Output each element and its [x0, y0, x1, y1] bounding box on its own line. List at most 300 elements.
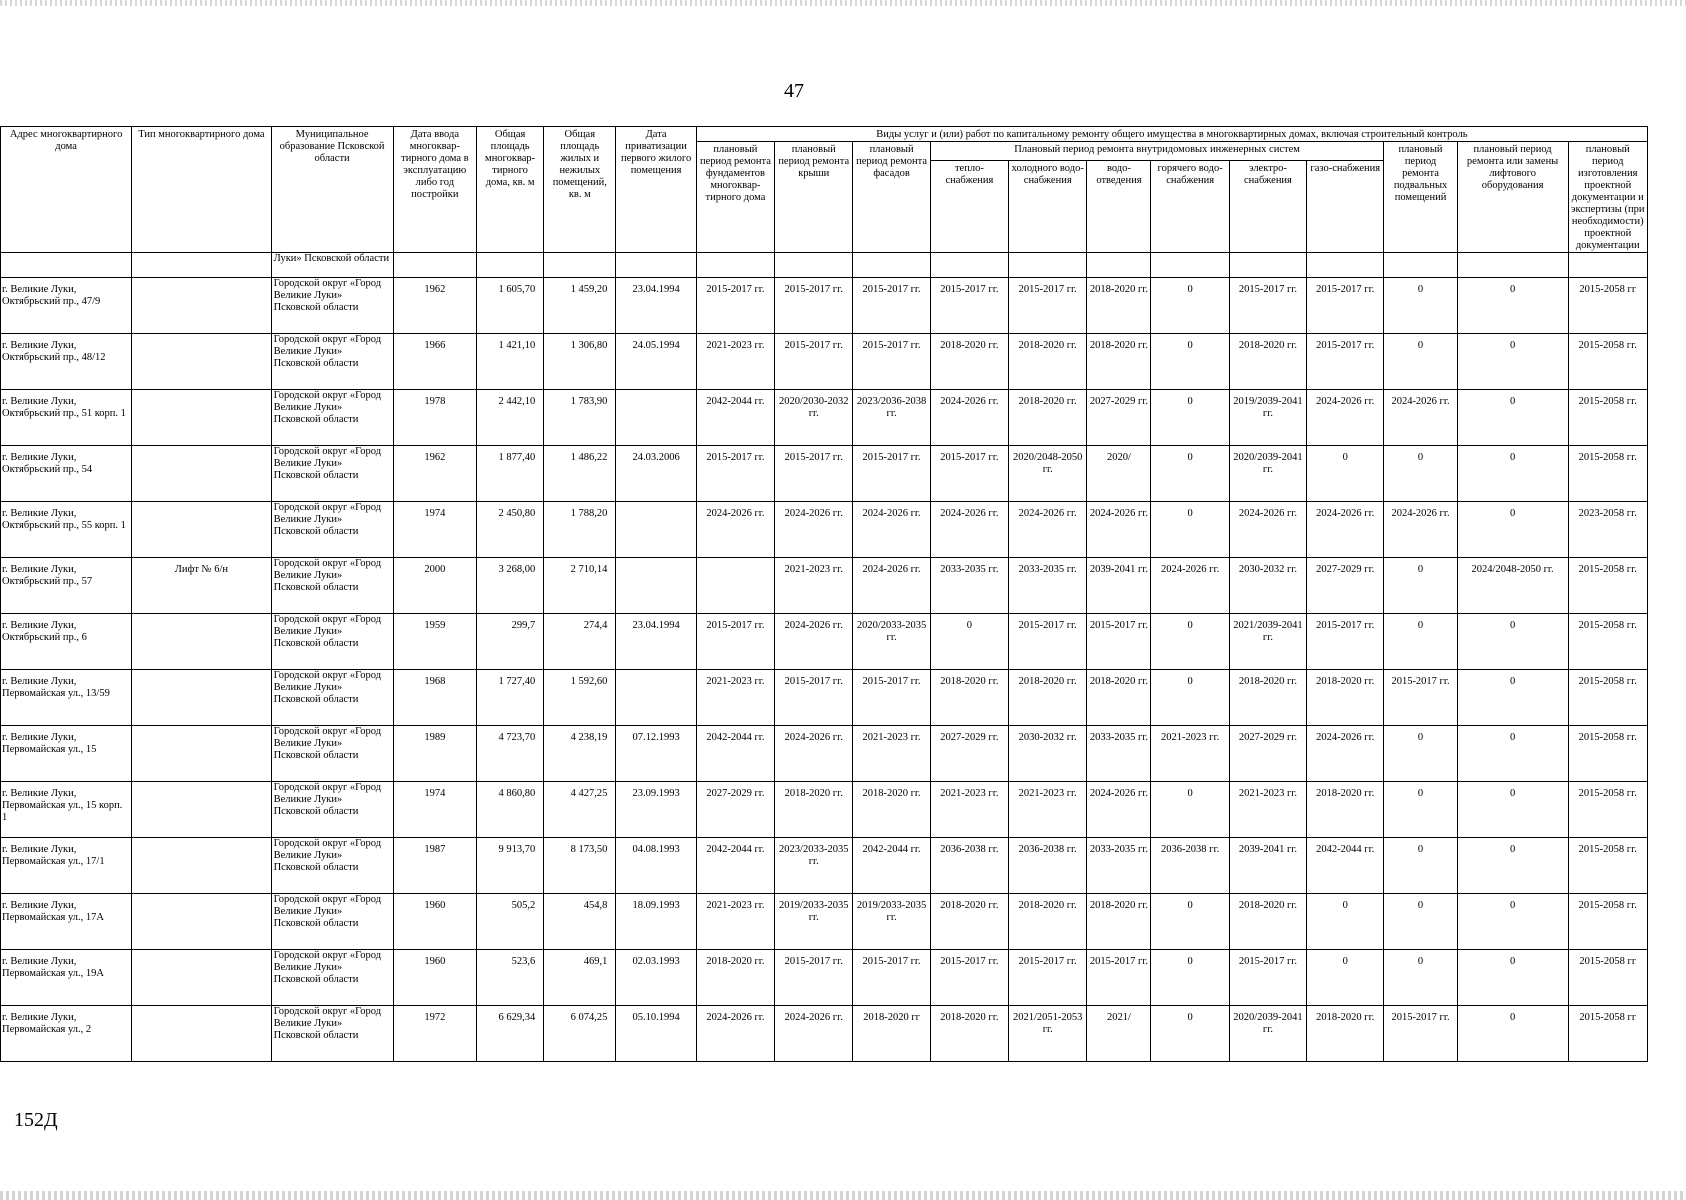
table-row	[1, 446, 1648, 502]
cell-empty	[1457, 253, 1568, 278]
cell-design: 2015-2058 гг.	[1568, 838, 1647, 894]
cell-empty	[1568, 253, 1647, 278]
table-row	[1, 782, 1648, 838]
cell-living-area: 8 173,50	[544, 838, 616, 894]
cell-municipality: Городской округ «Город Великие Луки» Псковской области	[271, 390, 393, 446]
cell-elevator: 0	[1457, 782, 1568, 838]
cell-basement: 2024-2026 гг.	[1384, 502, 1457, 558]
cell-privatization-date	[616, 558, 696, 614]
cell-address: г. Великие Луки, Октябрьский пр., 47/9	[1, 278, 132, 334]
cell-privatization-date: 23.04.1994	[616, 278, 696, 334]
cell-living-area: 1 459,20	[544, 278, 616, 334]
cell-year: 1962	[393, 278, 476, 334]
cell-type	[132, 278, 271, 334]
header-heat: тепло-снабжения	[930, 161, 1008, 253]
header-address: Адрес многоквартирного дома	[1, 127, 132, 253]
cell-living-area: 6 074,25	[544, 1006, 616, 1062]
cell-cold-water: 2015-2017 гг.	[1009, 614, 1087, 670]
table-row	[1, 278, 1648, 334]
cell-year: 1968	[393, 670, 476, 726]
cell-drainage: 2033-2035 гг.	[1087, 726, 1151, 782]
header-municipality: Муниципальное образование Псковской области	[271, 127, 393, 253]
cell-design: 2015-2058 гг.	[1568, 558, 1647, 614]
cell-electric: 2021-2023 гг.	[1229, 782, 1306, 838]
cell-basement: 0	[1384, 334, 1457, 390]
cell-drainage: 2033-2035 гг.	[1087, 838, 1151, 894]
header-roof: плановый период ремонта крыши	[775, 142, 853, 253]
cell-roof: 2020/2030-2032 гг.	[775, 390, 853, 446]
cell-hot-water: 0	[1151, 1006, 1229, 1062]
cell-roof: 2024-2026 гг.	[775, 502, 853, 558]
cell-municipality: Городской округ «Город Великие Луки» Псковской области	[271, 334, 393, 390]
cell-living-area: 469,1	[544, 950, 616, 1006]
cell-gas: 2015-2017 гг.	[1307, 334, 1384, 390]
cell-empty	[1229, 253, 1306, 278]
cell-basement: 0	[1384, 614, 1457, 670]
cell-facade: 2024-2026 гг.	[853, 558, 930, 614]
cell-address: г. Великие Луки, Первомайская ул., 13/59	[1, 670, 132, 726]
header-hot-water: горячего водо-снабжения	[1151, 161, 1229, 253]
cell-electric: 2018-2020 гг.	[1229, 894, 1306, 950]
table-row	[1, 334, 1648, 390]
cell-foundation: 2021-2023 гг.	[696, 894, 774, 950]
cell-year: 2000	[393, 558, 476, 614]
cell-hot-water: 0	[1151, 950, 1229, 1006]
cell-empty	[930, 253, 1008, 278]
cell-roof: 2015-2017 гг.	[775, 446, 853, 502]
cell-heat: 2021-2023 гг.	[930, 782, 1008, 838]
cell-privatization-date: 04.08.1993	[616, 838, 696, 894]
cell-drainage: 2015-2017 гг.	[1087, 950, 1151, 1006]
cell-facade: 2015-2017 гг.	[853, 278, 930, 334]
cell-drainage: 2027-2029 гг.	[1087, 390, 1151, 446]
cell-total-area: 4 860,80	[477, 782, 544, 838]
cell-type	[132, 446, 271, 502]
table-row	[1, 838, 1648, 894]
cell-type	[132, 950, 271, 1006]
cell-foundation: 2021-2023 гг.	[696, 334, 774, 390]
cell-hot-water: 0	[1151, 782, 1229, 838]
cell-facade: 2018-2020 гг.	[853, 782, 930, 838]
cell-privatization-date	[616, 502, 696, 558]
cell-hot-water: 0	[1151, 390, 1229, 446]
cell-total-area: 3 268,00	[477, 558, 544, 614]
cell-design: 2015-2058 гг.	[1568, 782, 1647, 838]
cell-municipality: Городской округ «Город Великие Луки» Псковской области	[271, 614, 393, 670]
cell-elevator: 0	[1457, 950, 1568, 1006]
cell-municipality: Городской округ «Город Великие Луки» Псковской области	[271, 278, 393, 334]
cell-total-area: 2 442,10	[477, 390, 544, 446]
cell-municipality: Городской округ «Город Великие Луки» Псковской области	[271, 558, 393, 614]
cell-privatization-date	[616, 390, 696, 446]
cell-facade: 2018-2020 гг	[853, 1006, 930, 1062]
cell-electric: 2019/2039-2041 гг.	[1229, 390, 1306, 446]
cell-drainage: 2015-2017 гг.	[1087, 614, 1151, 670]
cell-roof: 2024-2026 гг.	[775, 614, 853, 670]
cell-type	[132, 670, 271, 726]
cell-foundation: 2015-2017 гг.	[696, 614, 774, 670]
header-drainage: водо-отведения	[1087, 161, 1151, 253]
cell-municipality: Городской округ «Город Великие Луки» Псковской области	[271, 894, 393, 950]
cell-heat: 2018-2020 гг.	[930, 334, 1008, 390]
header-facade: плановый период ремонта фасадов	[853, 142, 930, 253]
cell-facade: 2024-2026 гг.	[853, 502, 930, 558]
cell-cold-water: 2015-2017 гг.	[1009, 278, 1087, 334]
header-commission-date: Дата ввода многоквар-тирного дома в эксплуатацию либо год постройки	[393, 127, 476, 253]
cell-gas: 2015-2017 гг.	[1307, 614, 1384, 670]
cell-cold-water: 2018-2020 гг.	[1009, 670, 1087, 726]
cell-type	[132, 782, 271, 838]
cell-basement: 0	[1384, 782, 1457, 838]
table-row	[1, 558, 1648, 614]
table-row	[1, 390, 1648, 446]
header-basement: плановый период ремонта подвальных помещений	[1384, 142, 1457, 253]
cell-heat: 0	[930, 614, 1008, 670]
cell-electric: 2024-2026 гг.	[1229, 502, 1306, 558]
cell-elevator: 0	[1457, 390, 1568, 446]
cell-foundation: 2015-2017 гг.	[696, 278, 774, 334]
cell-drainage: 2018-2020 гг.	[1087, 334, 1151, 390]
cell-privatization-date: 05.10.1994	[616, 1006, 696, 1062]
cell-foundation: 2021-2023 гг.	[696, 670, 774, 726]
cell-gas: 2024-2026 гг.	[1307, 726, 1384, 782]
cell-year: 1972	[393, 1006, 476, 1062]
cell-electric: 2020/2039-2041 гг.	[1229, 1006, 1306, 1062]
cell-total-area: 1 877,40	[477, 446, 544, 502]
cell-type	[132, 390, 271, 446]
cell-living-area: 4 427,25	[544, 782, 616, 838]
cell-design: 2015-2058 гг.	[1568, 894, 1647, 950]
cell-electric: 2018-2020 гг.	[1229, 334, 1306, 390]
cell-basement: 0	[1384, 278, 1457, 334]
cell-design: 2023-2058 гг.	[1568, 502, 1647, 558]
cell-total-area: 4 723,70	[477, 726, 544, 782]
header-living-area: Общая площадь жилых и нежилых помещений, кв. м	[544, 127, 616, 253]
cell-empty	[696, 253, 774, 278]
cell-roof: 2021-2023 гг.	[775, 558, 853, 614]
cell-basement: 2015-2017 гг.	[1384, 670, 1457, 726]
cell-hot-water: 2036-2038 гг.	[1151, 838, 1229, 894]
continuation-text: Луки» Псковской области	[271, 253, 393, 278]
cell-roof: 2015-2017 гг.	[775, 950, 853, 1006]
cell-foundation: 2024-2026 гг.	[696, 1006, 774, 1062]
cell-heat: 2015-2017 гг.	[930, 446, 1008, 502]
cell-address: г. Великие Луки, Первомайская ул., 17/1	[1, 838, 132, 894]
cell-design: 2015-2058 гг.	[1568, 670, 1647, 726]
cell-facade: 2015-2017 гг.	[853, 670, 930, 726]
cell-municipality: Городской округ «Город Великие Луки» Псковской области	[271, 1006, 393, 1062]
cell-municipality: Городской округ «Город Великие Луки» Псковской области	[271, 446, 393, 502]
cell-cold-water: 2018-2020 гг.	[1009, 390, 1087, 446]
cell-gas: 2027-2029 гг.	[1307, 558, 1384, 614]
cell-basement: 0	[1384, 726, 1457, 782]
cell-facade: 2015-2017 гг.	[853, 950, 930, 1006]
cell-design: 2015-2058 гг	[1568, 278, 1647, 334]
cell-gas: 2018-2020 гг.	[1307, 670, 1384, 726]
cell-design: 2015-2058 гг.	[1568, 614, 1647, 670]
cell-elevator: 0	[1457, 838, 1568, 894]
cell-drainage: 2024-2026 гг.	[1087, 782, 1151, 838]
cell-address: г. Великие Луки, Первомайская ул., 15	[1, 726, 132, 782]
header-electric: электро-снабжения	[1229, 161, 1306, 253]
cell-living-area: 1 486,22	[544, 446, 616, 502]
document-code: 152Д	[14, 1109, 58, 1131]
cell-heat: 2015-2017 гг.	[930, 278, 1008, 334]
cell-address: г. Великие Луки, Первомайская ул., 15 корп. 1	[1, 782, 132, 838]
cell-cold-water: 2018-2020 гг.	[1009, 894, 1087, 950]
cell-design: 2015-2058 гг.	[1568, 390, 1647, 446]
header-privatization-date: Дата приватизации первого жилого помещения	[616, 127, 696, 253]
cell-heat: 2015-2017 гг.	[930, 950, 1008, 1006]
cell-electric: 2039-2041 гг.	[1229, 838, 1306, 894]
cell-empty	[132, 253, 271, 278]
cell-heat: 2024-2026 гг.	[930, 390, 1008, 446]
cell-hot-water: 0	[1151, 502, 1229, 558]
cell-total-area: 2 450,80	[477, 502, 544, 558]
cell-drainage: 2018-2020 гг.	[1087, 894, 1151, 950]
cell-cold-water: 2020/2048-2050 гг.	[1009, 446, 1087, 502]
cell-hot-water: 0	[1151, 334, 1229, 390]
cell-roof: 2015-2017 гг.	[775, 334, 853, 390]
cell-living-area: 1 783,90	[544, 390, 616, 446]
cell-living-area: 1 306,80	[544, 334, 616, 390]
cell-foundation: 2015-2017 гг.	[696, 446, 774, 502]
cell-gas: 0	[1307, 950, 1384, 1006]
cell-cold-water: 2024-2026 гг.	[1009, 502, 1087, 558]
cell-empty	[544, 253, 616, 278]
cell-facade: 2019/2033-2035 гг.	[853, 894, 930, 950]
cell-cold-water: 2015-2017 гг.	[1009, 950, 1087, 1006]
cell-year: 1978	[393, 390, 476, 446]
cell-electric: 2020/2039-2041 гг.	[1229, 446, 1306, 502]
cell-facade: 2015-2017 гг.	[853, 334, 930, 390]
cell-drainage: 2021/	[1087, 1006, 1151, 1062]
cell-foundation: 2027-2029 гг.	[696, 782, 774, 838]
cell-gas: 2024-2026 гг.	[1307, 390, 1384, 446]
cell-total-area: 9 913,70	[477, 838, 544, 894]
header-cold-water: холодного водо-снабжения	[1009, 161, 1087, 253]
cell-drainage: 2039-2041 гг.	[1087, 558, 1151, 614]
cell-empty	[393, 253, 476, 278]
cell-living-area: 2 710,14	[544, 558, 616, 614]
cell-basement: 0	[1384, 838, 1457, 894]
cell-elevator: 0	[1457, 446, 1568, 502]
cell-privatization-date	[616, 670, 696, 726]
header-gas: газо-снабжения	[1307, 161, 1384, 253]
cell-foundation: 2024-2026 гг.	[696, 502, 774, 558]
cell-total-area: 299,7	[477, 614, 544, 670]
cell-heat: 2018-2020 гг.	[930, 1006, 1008, 1062]
cell-facade: 2020/2033-2035 гг.	[853, 614, 930, 670]
cell-hot-water: 2024-2026 гг.	[1151, 558, 1229, 614]
cell-address: г. Великие Луки, Октябрьский пр., 54	[1, 446, 132, 502]
cell-gas: 0	[1307, 446, 1384, 502]
cell-foundation: 2018-2020 гг.	[696, 950, 774, 1006]
cell-heat: 2018-2020 гг.	[930, 670, 1008, 726]
cell-address: г. Великие Луки, Октябрьский пр., 51 корп. 1	[1, 390, 132, 446]
cell-total-area: 1 421,10	[477, 334, 544, 390]
cell-roof: 2024-2026 гг.	[775, 726, 853, 782]
cell-empty	[616, 253, 696, 278]
cell-elevator: 0	[1457, 278, 1568, 334]
cell-foundation: 2042-2044 гг.	[696, 838, 774, 894]
cell-electric: 2030-2032 гг.	[1229, 558, 1306, 614]
header-total-area: Общая площадь многоквар-тирного дома, кв. м	[477, 127, 544, 253]
cell-hot-water: 0	[1151, 670, 1229, 726]
scan-edge-top	[0, 0, 1686, 6]
cell-heat: 2027-2029 гг.	[930, 726, 1008, 782]
table-row	[1, 726, 1648, 782]
continuation-row	[1, 253, 1648, 278]
cell-heat: 2024-2026 гг.	[930, 502, 1008, 558]
cell-heat: 2036-2038 гг.	[930, 838, 1008, 894]
cell-drainage: 2020/	[1087, 446, 1151, 502]
cell-privatization-date: 18.09.1993	[616, 894, 696, 950]
cell-foundation: 2042-2044 гг.	[696, 390, 774, 446]
cell-basement: 0	[1384, 950, 1457, 1006]
cell-hot-water: 0	[1151, 446, 1229, 502]
cell-facade: 2023/2036-2038 гг.	[853, 390, 930, 446]
cell-living-area: 274,4	[544, 614, 616, 670]
cell-year: 1959	[393, 614, 476, 670]
cell-empty	[1151, 253, 1229, 278]
cell-foundation: 2042-2044 гг.	[696, 726, 774, 782]
cell-drainage: 2018-2020 гг.	[1087, 670, 1151, 726]
cell-roof: 2018-2020 гг.	[775, 782, 853, 838]
cell-total-area: 6 629,34	[477, 1006, 544, 1062]
cell-design: 2015-2058 гг.	[1568, 726, 1647, 782]
capital-repair-table	[0, 126, 1648, 1062]
cell-gas: 0	[1307, 894, 1384, 950]
cell-design: 2015-2058 гг	[1568, 1006, 1647, 1062]
table-row	[1, 1006, 1648, 1062]
cell-hot-water: 0	[1151, 614, 1229, 670]
cell-electric: 2027-2029 гг.	[1229, 726, 1306, 782]
page-number: 47	[784, 80, 804, 102]
cell-roof: 2019/2033-2035 гг.	[775, 894, 853, 950]
cell-design: 2015-2058 гг	[1568, 950, 1647, 1006]
cell-cold-water: 2021-2023 гг.	[1009, 782, 1087, 838]
cell-cold-water: 2030-2032 гг.	[1009, 726, 1087, 782]
cell-elevator: 0	[1457, 670, 1568, 726]
cell-privatization-date: 02.03.1993	[616, 950, 696, 1006]
cell-electric: 2015-2017 гг.	[1229, 950, 1306, 1006]
cell-municipality: Городской округ «Город Великие Луки» Псковской области	[271, 950, 393, 1006]
cell-foundation	[696, 558, 774, 614]
cell-roof: 2024-2026 гг.	[775, 1006, 853, 1062]
cell-hot-water: 0	[1151, 278, 1229, 334]
cell-address: г. Великие Луки, Первомайская ул., 19А	[1, 950, 132, 1006]
cell-gas: 2018-2020 гг.	[1307, 782, 1384, 838]
cell-year: 1974	[393, 502, 476, 558]
cell-total-area: 1 605,70	[477, 278, 544, 334]
cell-hot-water: 2021-2023 гг.	[1151, 726, 1229, 782]
cell-empty	[1, 253, 132, 278]
cell-elevator: 0	[1457, 614, 1568, 670]
scan-edge-bottom	[0, 1191, 1686, 1200]
cell-address: г. Великие Луки, Октябрьский пр., 57	[1, 558, 132, 614]
cell-roof: 2023/2033-2035 гг.	[775, 838, 853, 894]
cell-type	[132, 726, 271, 782]
cell-hot-water: 0	[1151, 894, 1229, 950]
cell-empty	[853, 253, 930, 278]
cell-gas: 2018-2020 гг.	[1307, 1006, 1384, 1062]
cell-empty	[775, 253, 853, 278]
cell-elevator: 0	[1457, 726, 1568, 782]
cell-year: 1962	[393, 446, 476, 502]
cell-address: г. Великие Луки, Октябрьский пр., 48/12	[1, 334, 132, 390]
cell-privatization-date: 24.03.2006	[616, 446, 696, 502]
cell-empty	[1087, 253, 1151, 278]
cell-municipality: Городской округ «Город Великие Луки» Псковской области	[271, 726, 393, 782]
cell-cold-water: 2021/2051-2053 гг.	[1009, 1006, 1087, 1062]
cell-elevator: 0	[1457, 1006, 1568, 1062]
table-row	[1, 950, 1648, 1006]
table-row	[1, 502, 1648, 558]
cell-drainage: 2018-2020 гг.	[1087, 278, 1151, 334]
cell-type	[132, 838, 271, 894]
cell-empty	[477, 253, 544, 278]
cell-total-area: 523,6	[477, 950, 544, 1006]
cell-elevator: 2024/2048-2050 гг.	[1457, 558, 1568, 614]
cell-address: г. Великие Луки, Октябрьский пр., 55 корп. 1	[1, 502, 132, 558]
cell-total-area: 505,2	[477, 894, 544, 950]
cell-basement: 0	[1384, 446, 1457, 502]
cell-address: г. Великие Луки, Первомайская ул., 17А	[1, 894, 132, 950]
cell-year: 1987	[393, 838, 476, 894]
cell-municipality: Городской округ «Город Великие Луки» Псковской области	[271, 782, 393, 838]
cell-living-area: 4 238,19	[544, 726, 616, 782]
cell-year: 1974	[393, 782, 476, 838]
cell-elevator: 0	[1457, 334, 1568, 390]
cell-cold-water: 2036-2038 гг.	[1009, 838, 1087, 894]
cell-municipality: Городской округ «Город Великие Луки» Псковской области	[271, 502, 393, 558]
table-row	[1, 670, 1648, 726]
cell-facade: 2042-2044 гг.	[853, 838, 930, 894]
cell-type	[132, 1006, 271, 1062]
cell-electric: 2018-2020 гг.	[1229, 670, 1306, 726]
cell-living-area: 454,8	[544, 894, 616, 950]
cell-type	[132, 334, 271, 390]
header-systems-group: Плановый период ремонта внутридомовых инженерных систем	[930, 142, 1384, 161]
header-works-group: Виды услуг и (или) работ по капитальному ремонту общего имущества в многоквартирных домах, включая строительный контроль	[696, 127, 1647, 142]
cell-heat: 2033-2035 гг.	[930, 558, 1008, 614]
cell-empty	[1384, 253, 1457, 278]
cell-design: 2015-2058 гг.	[1568, 334, 1647, 390]
cell-municipality: Городской округ «Город Великие Луки» Псковской области	[271, 838, 393, 894]
header-type: Тип многоквартирного дома	[132, 127, 271, 253]
cell-basement: 2024-2026 гг.	[1384, 390, 1457, 446]
cell-total-area: 1 727,40	[477, 670, 544, 726]
cell-privatization-date: 23.04.1994	[616, 614, 696, 670]
cell-living-area: 1 592,60	[544, 670, 616, 726]
cell-electric: 2015-2017 гг.	[1229, 278, 1306, 334]
cell-address: г. Великие Луки, Первомайская ул., 2	[1, 1006, 132, 1062]
cell-facade: 2021-2023 гг.	[853, 726, 930, 782]
cell-gas: 2015-2017 гг.	[1307, 278, 1384, 334]
table-row	[1, 614, 1648, 670]
cell-empty	[1307, 253, 1384, 278]
cell-cold-water: 2033-2035 гг.	[1009, 558, 1087, 614]
cell-type	[132, 502, 271, 558]
cell-year: 1960	[393, 894, 476, 950]
cell-municipality: Городской округ «Город Великие Луки» Псковской области	[271, 670, 393, 726]
cell-type	[132, 614, 271, 670]
header-design: плановый период изготовления проектной документации и экспертизы (при необходимости) проектной документации	[1568, 142, 1647, 253]
header-elevator: плановый период ремонта или замены лифтового оборудования	[1457, 142, 1568, 253]
cell-basement: 0	[1384, 894, 1457, 950]
cell-elevator: 0	[1457, 502, 1568, 558]
